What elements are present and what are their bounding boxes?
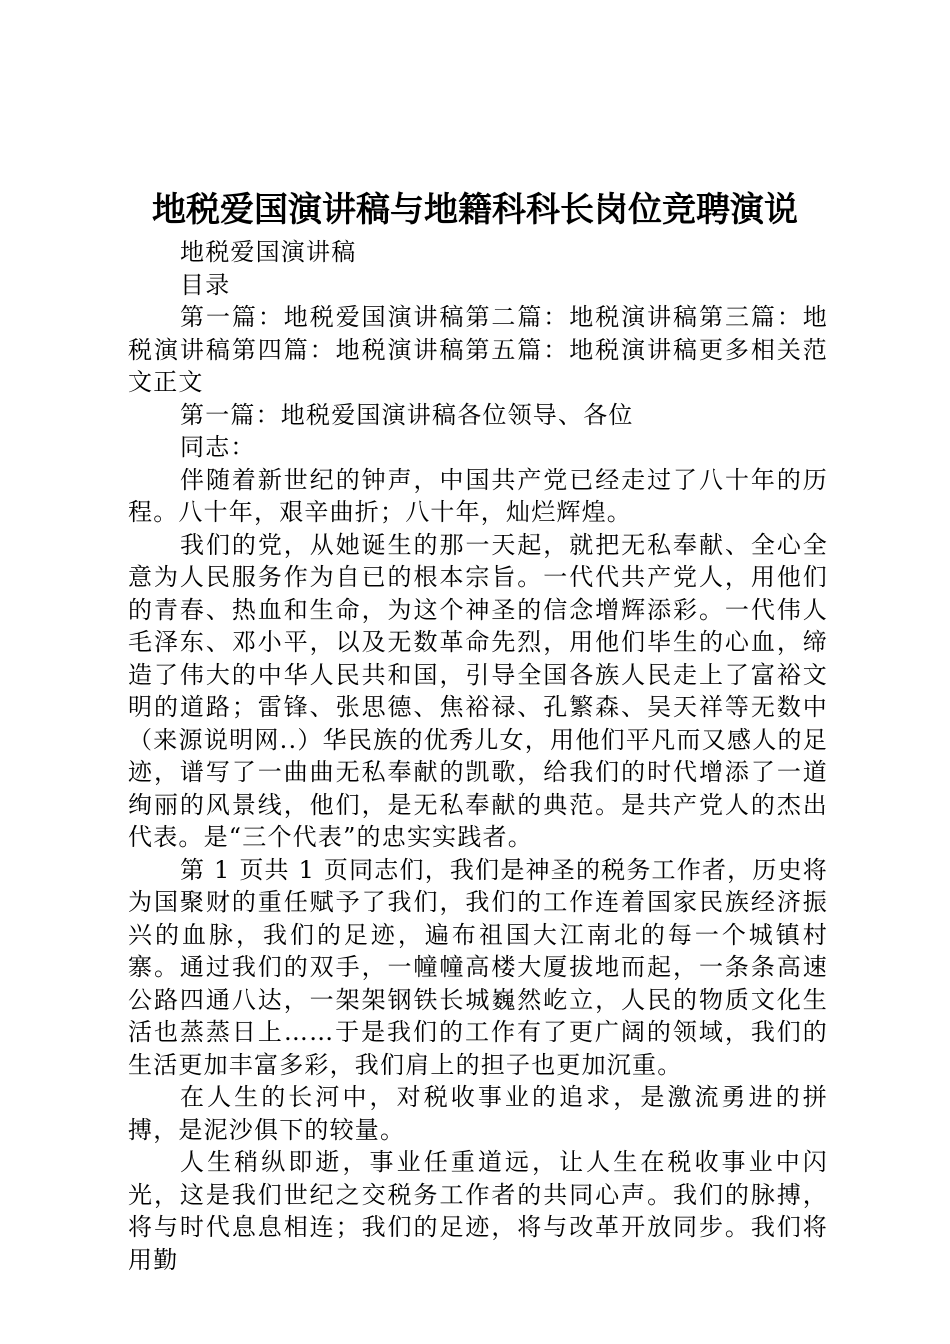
paragraph: 在人生的长河中，对税收事业的追求，是激流勇进的拼搏，是泥沙俱下的较量。 [128,1083,828,1144]
paragraph-salutation: 同志： [180,433,256,461]
paragraph-heading: 地税爱国演讲稿 [180,238,357,266]
paragraph: 第 1 页共 1 页同志们，我们是神圣的税务工作者，历史将为国聚财的重任赋予了我们，我们的工作连着国家民族经济振兴的血脉，我们的足迹，遍布祖国大江南北的每一个城镇村寨。通过我们的双手，一幢幢高楼大厦拔地而起，一条条高速公路四通八达，一架架钢铁长城巍然屹立，人民的物质文化生活也蒸蒸日上……于是我们的工作有了更广阔的领域，我们的生活更加丰富多彩，我们肩上的担子也更加沉重。 [128,855,828,1079]
paragraph: 人生稍纵即逝，事业任重道远，让人生在税收事业中闪光，这是我们世纪之交税务工作者的共同心声。我们的脉搏，将与时代息息相连；我们的足迹，将与改革开放同步。我们将用勤 [128,1148,828,1274]
paragraph-toc: 第一篇：地税爱国演讲稿第二篇：地税演讲稿第三篇：地税演讲稿第四篇：地税演讲稿第五篇：地税演讲稿更多相关范文正文 [128,303,828,396]
paragraph-toc-label: 目录 [180,270,231,299]
paragraph-section-title: 第一篇：地税爱国演讲稿各位领导、各位 [180,400,634,429]
document-body [128,236,828,1276]
paragraph: 伴随着新世纪的钟声，中国共产党已经走过了八十年的历程。八十年，艰辛曲折；八十年，灿烂辉煌。 [128,465,828,526]
document-title: 地税爱国演讲稿与地籍科科长岗位竞聘演说 [152,190,798,230]
paragraph: 我们的党，从她诞生的那一天起，就把无私奉献、全心全意为人民服务作为自已的根本宗旨。一代代共产党人，用他们的青春、热血和生命，为这个神圣的信念增辉添彩。一代伟人毛泽东、邓小平，以及无数革命先烈，用他们毕生的心血，缔造了伟大的中华人民共和国，引导全国各族人民走上了富裕文明的道路；雷锋、张思德、焦裕禄、孔繁森、吴天祥等无数中（来源说明网..）华民族的优秀儿女，用他们平凡而又感人的足迹，谱写了一曲曲无私奉献的凯歌，给我们的时代增添了一道绚丽的风景线，他们，是无私奉献的典范。是共产党人的杰出代表。是“三个代表”的忠实实践者。 [128,530,828,851]
